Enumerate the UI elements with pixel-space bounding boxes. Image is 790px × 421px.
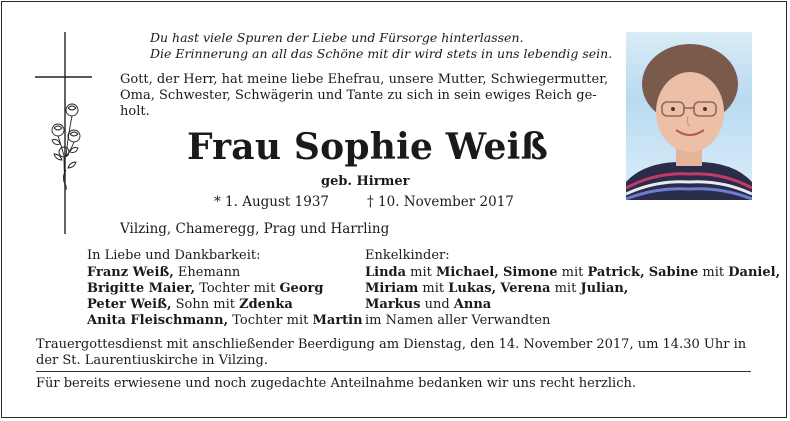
- grandchildren-title: Enkelkinder:: [365, 248, 450, 263]
- mourners-list: [87, 265, 363, 329]
- portrait-photo: [626, 32, 752, 200]
- places: Vilzing, Chameregg, Prag und Harrling: [120, 221, 390, 237]
- announcement-text: [120, 72, 608, 120]
- memorial-quote: [150, 30, 612, 62]
- quote-line-1: Du hast viele Spuren der Liebe und Fürsorge hinterlassen.: [150, 30, 524, 45]
- grandchildren-row: Miriam mit Lukas, Verena mit Julian,: [365, 281, 629, 296]
- deceased-name: Frau Sophie Weiß: [187, 126, 549, 168]
- mourner-row: Peter Weiß, Sohn mit Zdenka: [87, 297, 293, 312]
- quote-line-2: Die Erinnerung an all das Schöne mit dir wird stets in uns lebendig sein.: [150, 46, 613, 61]
- intro-line-2: Oma, Schwester, Schwägerin und Tante zu sich in sein ewiges Reich ge-: [120, 88, 597, 103]
- funeral-service-text: Trauergottesdienst mit anschließender Beerdigung am Dienstag, den 14. November 2017, um 14.30 Uhr in der St. Laurentiuskirche in Vilzing.: [36, 337, 747, 368]
- death-date: † 10. November 2017: [367, 194, 514, 210]
- thanks-text: Für bereits erwiesene und noch zugedachte Anteilnahme bedanken wir uns recht herzlich.: [36, 376, 636, 391]
- mourners-title: In Liebe und Dankbarkeit:: [87, 248, 261, 263]
- relatives-line: im Namen aller Verwandten: [365, 313, 551, 328]
- grandchildren-list: [365, 265, 780, 329]
- cross-with-roses-icon: [28, 30, 92, 236]
- mourner-row: Franz Weiß, Ehemann: [87, 265, 241, 280]
- intro-line-3: holt.: [120, 104, 150, 119]
- birth-name: geb. Hirmer: [321, 174, 410, 189]
- intro-line-1: Gott, der Herr, hat meine liebe Ehefrau, unsere Mutter, Schwiegermutter,: [120, 72, 609, 87]
- birth-date: * 1. August 1937: [214, 194, 329, 210]
- mourner-row: Brigitte Maier, Tochter mit Georg: [87, 281, 324, 296]
- divider: [36, 371, 751, 372]
- mourner-row: Anita Fleischmann, Tochter mit Martin: [87, 313, 363, 328]
- grandchildren-row: Linda mit Michael, Simone mit Patrick, Sabine mit Daniel,: [365, 265, 781, 280]
- grandchildren-row: Markus und Anna: [365, 297, 492, 312]
